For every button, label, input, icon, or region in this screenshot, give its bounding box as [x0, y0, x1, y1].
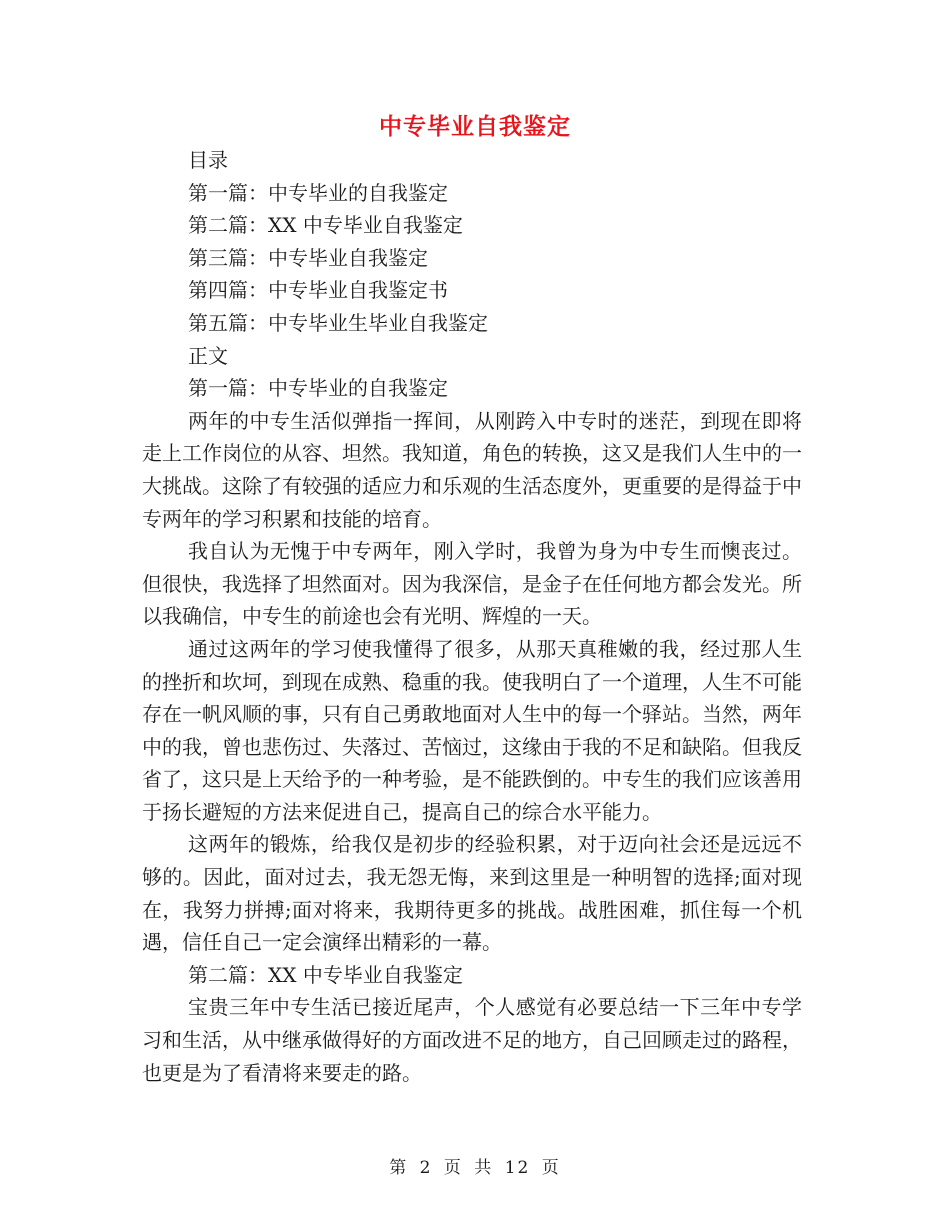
paragraph: 两年的中专生活似弹指一挥间，从刚跨入中专时的迷茫，到现在即将走上工作岗位的从容、坦然。我知道，角色的转换，这又是我们人生中的一大挑战。这除了有较强的适应力和乐观的生活态度外，更重要的是得益于中专两年的学习积累和技能的培育。: [142, 408, 802, 531]
toc-heading: 目录: [188, 148, 228, 172]
section-heading: 第一篇：中专毕业的自我鉴定: [188, 376, 448, 401]
section-heading: 第二篇：XX 中专毕业自我鉴定: [188, 962, 463, 987]
paragraph: 这两年的锻炼，给我仅是初步的经验积累，对于迈向社会还是远远不够的。因此，面对过去，我无怨无悔，来到这里是一种明智的选择;面对现在，我努力拼搏;面对将来，我期待更多的挑战。战胜困难，抓住每一个机遇，信任自己一定会演绎出精彩的一幕。: [142, 832, 802, 955]
page-number: 第 2 页 共 12 页: [389, 1158, 561, 1178]
toc-item: 第五篇：中专毕业生毕业自我鉴定: [188, 310, 488, 335]
paragraph: 通过这两年的学习使我懂得了很多，从那天真稚嫩的我，经过那人生的挫折和坎坷，到现在成熟、稳重的我。使我明白了一个道理，人生不可能存在一帆风顺的事，只有自己勇敢地面对人生中的每一个驿站。当然，两年中的我，曾也悲伤过、失落过、苦恼过，这缘由于我的不足和缺陷。但我反省了，这只是上天给予的一种考验，是不能跌倒的。中专生的我们应该善用于扬长避短的方法来促进自己，提高自己的综合水平能力。: [142, 636, 802, 824]
toc-item: 第四篇：中专毕业自我鉴定书: [188, 278, 448, 303]
document-body: [142, 144, 802, 1089]
page-title: 中专毕业自我鉴定: [379, 114, 571, 140]
toc-item: 第三篇：中专毕业自我鉴定: [188, 245, 428, 270]
paragraph: 我自认为无愧于中专两年，刚入学时，我曾为身为中专生而懊丧过。但很快，我选择了坦然面对。因为我深信，是金子在任何地方都会发光。所以我确信，中专生的前途也会有光明、辉煌的一天。: [142, 539, 802, 629]
toc-item: 第一篇：中专毕业的自我鉴定: [188, 180, 448, 205]
toc-item: 第二篇：XX 中专毕业自我鉴定: [188, 213, 463, 238]
body-heading: 正文: [188, 343, 228, 368]
paragraph: 宝贵三年中专生活已接近尾声，个人感觉有必要总结一下三年中专学习和生活，从中继承做得好的方面改进不足的地方，自己回顾走过的路程，也更是为了看清将来要走的路。: [142, 995, 802, 1085]
